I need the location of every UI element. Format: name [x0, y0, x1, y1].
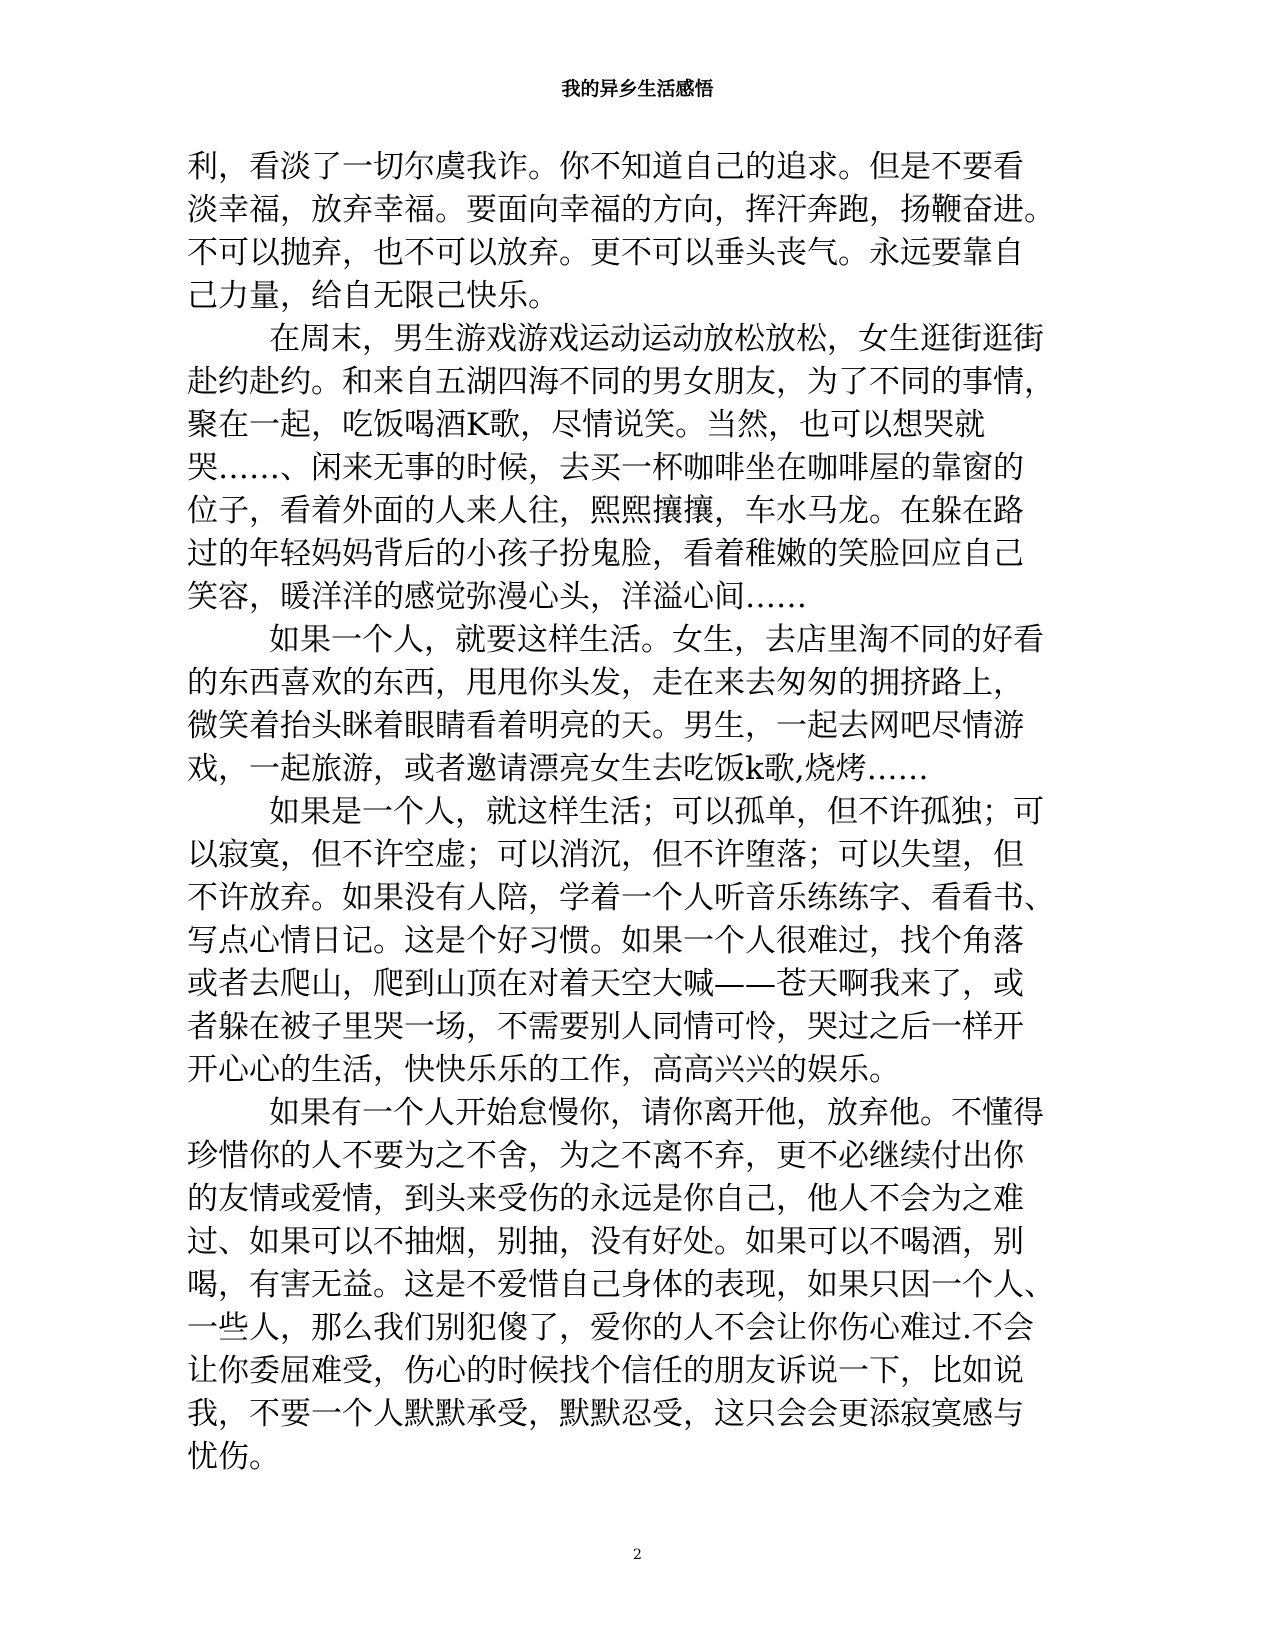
text-line: 不许放弃。如果没有人陪，学着一个人听音乐练练字、看看书、: [187, 880, 1055, 916]
paragraph-first-line: 如果是一个人，就这样生活；可以孤单，但不许孤独；可: [269, 794, 1044, 830]
text-line: 以寂寞，但不许空虚；可以消沉，但不许堕落；可以失望，但: [187, 837, 1024, 873]
text-line: 或者去爬山，爬到山顶在对着天空大喊——苍天啊我来了，或: [187, 966, 1024, 1002]
text-line: 己力量，给自无限己快乐。: [187, 278, 559, 314]
text-line: 我，不要一个人默默承受，默默忍受，这只会会更添寂寞感与: [187, 1396, 1024, 1432]
text-line: 哭……、闲来无事的时候，去买一杯咖啡坐在咖啡屋的靠窗的: [187, 450, 1024, 486]
text-line: 淡幸福，放弃幸福。要面向幸福的方向，挥汗奔跑，扬鞭奋进。: [187, 192, 1055, 228]
body-text: [187, 146, 1087, 1479]
text-line: 让你委屈难受，伤心的时候找个信任的朋友诉说一下，比如说: [187, 1353, 1024, 1389]
text-line: 珍惜你的人不要为之不舍，为之不离不弃，更不必继续付出你: [187, 1138, 1024, 1174]
text-line: 的友情或爱情，到头来受伤的永远是你自己，他人不会为之难: [187, 1181, 1024, 1217]
text-line: 一些人，那么我们别犯傻了，爱你的人不会让你伤心难过.不会: [187, 1310, 1034, 1346]
text-line: 写点心情日记。这是个好习惯。如果一个人很难过，找个角落: [187, 923, 1024, 959]
text-line: 微笑着抬头眯着眼睛看着明亮的天。男生，一起去网吧尽情游: [187, 708, 1024, 744]
text-line: 赴约赴约。和来自五湖四海不同的男女朋友，为了不同的事情，: [187, 364, 1055, 400]
page-title: 我的异乡生活感悟: [561, 78, 714, 100]
text-line: 的东西喜欢的东西，甩甩你头发，走在来去匆匆的拥挤路上，: [187, 665, 1024, 701]
page-number: 2: [633, 1547, 642, 1563]
text-line: 开心心的生活，快快乐乐的工作，高高兴兴的娱乐。: [187, 1052, 900, 1088]
text-line: 过的年轻妈妈背后的小孩子扮鬼脸，看着稚嫩的笑脸回应自己: [187, 536, 1024, 572]
text-line: 者躲在被子里哭一场，不需要别人同情可怜，哭过之后一样开: [187, 1009, 1024, 1045]
paragraph-first-line: 如果有一个人开始怠慢你，请你离开他，放弃他。不懂得: [269, 1095, 1044, 1131]
text-line: 聚在一起，吃饭喝酒K歌，尽情说笑。当然，也可以想哭就: [187, 407, 986, 443]
text-line: 戏，一起旅游，或者邀请漂亮女生去吃饭k歌,烧烤……: [187, 751, 929, 787]
text-line: 忧伤。: [187, 1439, 280, 1475]
text-line: 位子，看着外面的人来人往，熙熙攘攘，车水马龙。在躲在路: [187, 493, 1024, 529]
text-line: 笑容，暖洋洋的感觉弥漫心头，洋溢心间……: [187, 579, 807, 615]
text-line: 喝，有害无益。这是不爱惜自己身体的表现，如果只因一个人、: [187, 1267, 1055, 1303]
paragraph-first-line: 如果一个人，就要这样生活。女生，去店里淘不同的好看: [269, 622, 1044, 658]
paragraph-first-line: 在周末，男生游戏游戏运动运动放松放松，女生逛街逛街: [269, 321, 1044, 357]
text-line: 不可以抛弃，也不可以放弃。更不可以垂头丧气。永远要靠自: [187, 235, 1024, 271]
text-line: 过、如果可以不抽烟，别抽，没有好处。如果可以不喝酒，别: [187, 1224, 1024, 1260]
text-line: 利，看淡了一切尔虞我诈。你不知道自己的追求。但是不要看: [187, 149, 1024, 185]
